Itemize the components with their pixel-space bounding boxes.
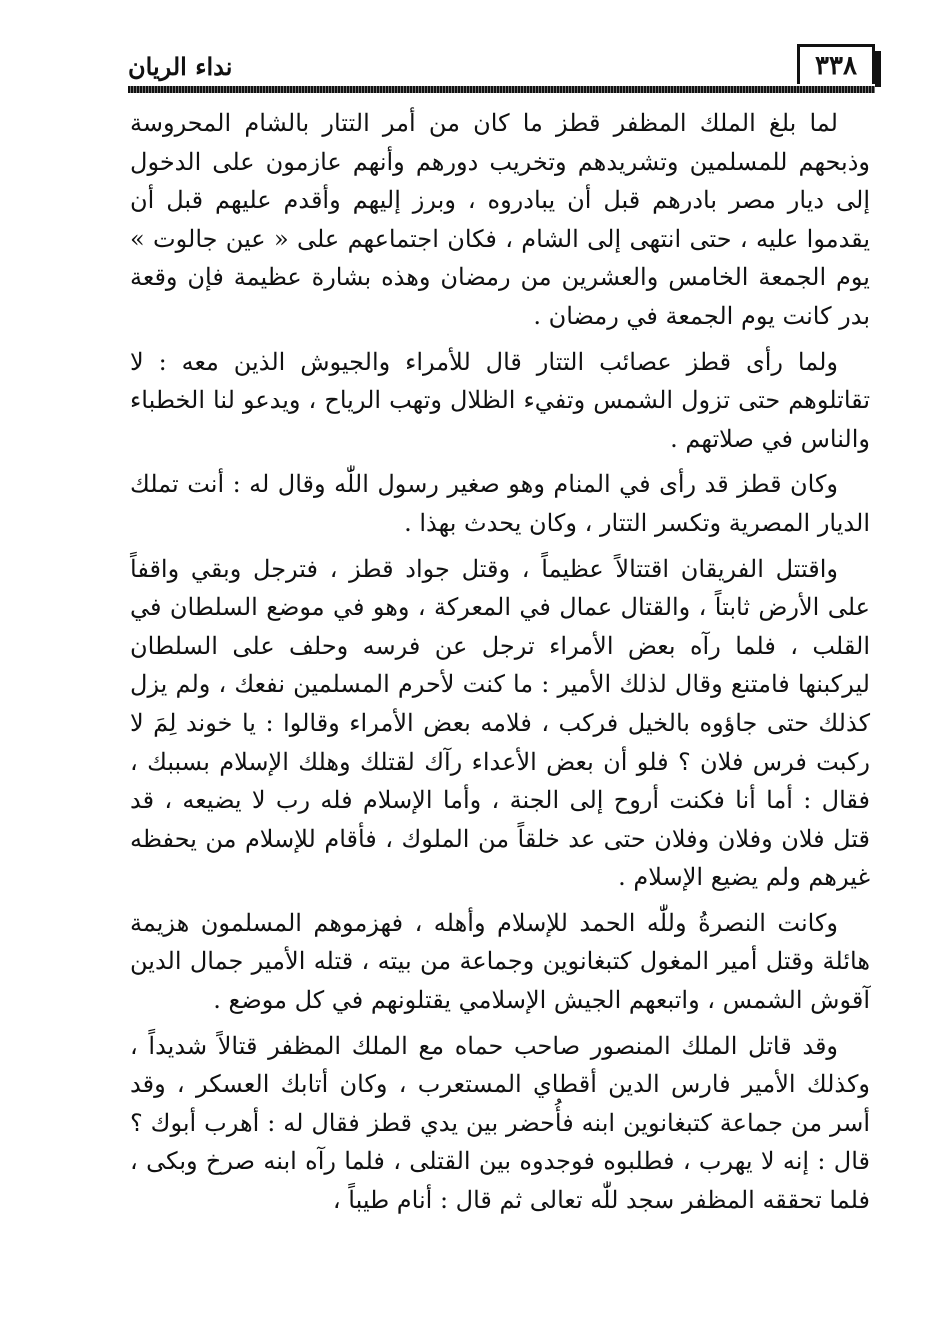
paragraph: ولما رأى قطز عصائب التتار قال للأمراء والجيوش الذين معه : لا تقاتلوهم حتى تزول الشمس وتفيء الظلال وتهب الرياح ، ويدعو لنا الخطباء والناس في صلاتهم . [130,347,870,453]
paragraph: لما بلغ الملك المظفر قطز ما كان من أمر التتار بالشام المحروسة وذبحهم للمسلمين وتشريدهم وتخريب دورهم وأنهم عازمون على الدخول إلى ديار مصر بادرهم قبل أن يبادروه ، وبرز إليهم وأقدم عليهم قبل أن يقدموا عليه ، حتى انتهى إلى الشام ، فكان اجتماعهم على « عين جالوت » يوم الجمعة الخامس والعشرين من رمضان وهذه بشارة عظيمة فإن وقعة بدر كانت يوم الجمعة في رمضان . [130,109,870,330]
page-header [128,44,875,90]
paragraph: وقد قاتل الملك المنصور صاحب حماه مع الملك المظفر قتالاً شديداً ، وكذلك الأمير فارس الدين أقطاي المستعرب ، وكان أتابك العسكر ، وقد أسر من جماعة كتبغانوين ابنه فأُحضر بين يدي قطز فقال له : أهرب أبوك ؟ قال : إنه لا يهرب ، فطلبوه فوجدوه بين القتلى ، فلما رآه ابنه صرخ وبكى ، فلما تحققه المظفر سجد للّٰه تعالى ثم قال : أنام طيباً ، [130,1031,870,1215]
header-divider [128,86,875,93]
page-number: ٣٣٨ [797,44,875,84]
running-title: نداء الريان [128,52,233,81]
paragraph: وكان قطز قد رأى في المنام وهو صغير رسول اللّٰه وقال له : أنت تملك الديار المصرية وتكسر التتار ، وكان يحدث بهذا . [130,470,870,537]
paragraph: وكانت النصرةُ وللّٰه الحمد للإسلام وأهله ، فهزموهم المسلمون هزيمة هائلة وقتل أمير المغول كتبغانوين وجماعة من بيته ، قتله الأمير جمال الدين آقوش الشمس ، واتبعهم الجيش الإسلامي يقتلونهم في كل موضع . [130,908,870,1015]
paragraph: واقتتل الفريقان اقتتالاً عظيماً ، وقتل جواد قطز ، فترجل وبقي واقفاً على الأرض ثابتاً ، والقتال عمال في المعركة ، وهو في موضع السلطان في القلب ، فلما رآه بعض الأمراء ترجل عن فرسه وحلف على السلطان ليركبنها فامتنع وقال لذلك الأمير : ما كنت لأحرم المسلمين نفعك ، ولم يزل كذلك حتى جاؤوه بالخيل فركب ، فلامه بعض الأمراء وقالوا : يا خوند لِمَ لا ركبت فرس فلان ؟ فلو أن بعض الأعداء رآك لقتلك وهلك الإسلام بسببك ، فقال : أما أنا فكنت أروح إلى الجنة ، وأما الإسلام فله رب لا يضيعه ، قد قتل فلان وفلان وفلان حتى عد خلقاً من الملوك ، فأقام للإسلام من يحفظه غيرهم ولم يضيع الإسلام . [130,554,870,892]
body-text [130,104,870,1227]
